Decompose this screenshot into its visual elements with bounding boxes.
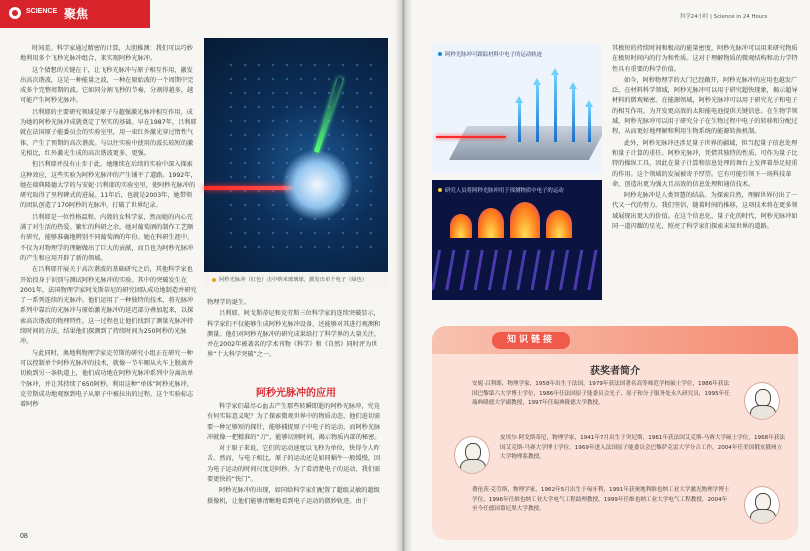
- caption-bullet-icon: [438, 52, 442, 56]
- red-pulse-beam: [436, 136, 506, 138]
- paragraph: 如今，阿秒物理学的大门已经敞开，阿秒光脉冲的应用也越发广泛。在材料科学领域，阿秒光脉冲可以用于研究超快现象，揭示超导材料的微观秘密。在能源领域，阿秒光脉冲可以用于研究光子和电子的相互作用，为开发更高效的太阳能电池提供关键信息。在生物学领域，阿秒光脉冲可以用于研究分子在生物过程中电子的转移和分配过程，从而更好地理解和利用生物系统的能源转换机制。: [612, 76, 798, 136]
- paragraph: 吕利耶的主要研究领域是原子与超强激光脉冲相互作用，成为她的阿秒光脉冲成就奠定了坚实的基础。早在1987年，吕利耶就在法国原子能委员会的实验室里，用一束红外激光穿过惰性气体，产生了预期的高次谐波。与以往实验中使用的波长较短的激光相比，红外激光生成的高次谐波更多、更强。: [20, 108, 197, 157]
- material-slab: [449, 126, 602, 160]
- bio-krausz: 费伦茨·克劳斯，物理学家，1962年5月出生于匈牙利，1991年获奥地利维也纳工业大学激光物理学博士学位，1996年任维也纳工业大学电气工程助理教授，1999年任维也纳工业大学电气工程教授，2004年至今任德国慕尼黑大学教授。: [472, 487, 730, 512]
- energy-peak: [546, 210, 572, 238]
- electron-arrow-icon: [554, 74, 557, 142]
- paragraph: 科学家们最尽心血去产生那些转瞬即逝的阿秒光脉冲，究竟有何实际意义呢？为了探索微观世界中的物质动态，他们迫切需要一种足够短的探针，能够捕捉原子中电子的运动，而阿秒光脉冲就像一把精准的“刀”，能够切割时间，揭示物质内部的秘密。: [207, 403, 381, 441]
- left-page: [0, 0, 402, 551]
- caption-bullet-icon: [212, 278, 216, 282]
- book-spine-shadow: [395, 0, 413, 551]
- energy-peak: [510, 202, 540, 238]
- electron-trajectory-illustration: [432, 44, 602, 174]
- energy-peak: [450, 214, 472, 238]
- portrait-krausz: [744, 486, 780, 524]
- electron-arrow-icon: [536, 84, 539, 142]
- portrait-body: [750, 405, 776, 420]
- illustration-caption-text: 研究人员将阿秒光脉冲用于探测物质中电子的运动: [445, 188, 564, 194]
- caption-bullet-icon: [438, 188, 442, 192]
- paragraph: 吕利耶、阿戈斯蒂尼和克劳斯三位科学家的连续突破显示，科学家们不仅能够生成阿秒光脉冲设备，还能够对其进行观测和测量。他们对阿秒光脉冲的研究成果给打了科学界的大量关注，并在2002年被著名的学术刊物《科学》和《自然》同时评为世界“十大科学突破”之一。: [207, 310, 381, 359]
- left-column-1: [20, 44, 198, 411]
- bio-agostini: 皮埃尔·阿戈斯蒂尼，物理学家，1941年7月出生于突尼斯，1961年获法国艾克斯-马赛大学硕士学位，1968年获法国艾克斯-马赛大学博士学位，1969年进入法国原子能委员会巴黎萨克雷大学分合工作，2004年任美国俄亥俄州立大学物理系教授。: [500, 435, 786, 460]
- electron-arrow-icon: [572, 88, 575, 142]
- paragraph: 这个猜想的关键在于，让飞秒光脉冲与原子相互作用，激发出高次谐波，这是一种能量之波，一种在原始波的一个周期中完成多个完整周期的波。它如同分割飞秒的节奏，分割得越多，越可能产生阿秒光脉冲。: [20, 66, 194, 105]
- knowledge-link-box: [432, 326, 798, 540]
- illustration-caption: [438, 186, 564, 194]
- section-tag-en: SCIENCE: [26, 8, 58, 15]
- energy-peak: [478, 208, 504, 238]
- section-tag-zh: 聚焦: [64, 7, 89, 21]
- knowledge-banner: [432, 326, 798, 354]
- electron-arrow-icon: [588, 106, 591, 142]
- paragraph: 阿秒光脉冲是人类智慧的结晶。为探索自然，理解世界付出了一代又一代的努力。我们坚信，随着时间的推移，这项技术将在更多领域展现出更大的价值。在这个信息化、量子化的时代，阿秒光脉冲如同一道闪耀的星光，照亮了科学家们探索未知世界的道路。: [612, 192, 798, 231]
- portrait-lhuillier: [744, 382, 780, 420]
- paragraph: 在吕利耶开展关于高次谐波的基础研究之后，其他科学家也开始投身于识别与测试阿秒光脉冲的实验。其中的突破发生在2001年，法国物理学家阿戈斯蒂尼的研究团队成功地制造并研究了一系列连续的光脉冲。他们运用了一种独特的技术，将光脉冲系列中靠后的光脉冲与原始激光脉冲的延迟部分叠加起来，以探索高次谐波的物理特性。这一过程也让他们找到了测量光脉冲持续时间的方法，结果他们探测到了持续时间为250阿秒的光脉冲。: [20, 266, 197, 346]
- paragraph: 其极短的持续时间和极高的能量密度，阿秒光脉冲可以用来研究物质在极短时间内的行为和性质。这对于理解物质的微观结构和动力学特性具有重要的科学价值。: [612, 45, 798, 73]
- portrait-body: [750, 509, 776, 524]
- electron-arrow-icon: [518, 102, 521, 142]
- right-page: [404, 0, 810, 551]
- paragraph: 与此同时，奥地利物理学家克劳斯的研究小组正在研究一种可以控制单个阿秒光脉冲的技术，就像一节车厢从火车上脱离并切换到另一条轨道上，他们成功地在阿秒光脉冲系列中分离出单个脉冲，并让其持续了650阿秒。利用这种“单体”阿秒光脉冲，克劳斯成功地观察到电子从原子中被拉出的过程。这个实验标志着阿秒: [20, 349, 194, 409]
- paragraph: 吕利耶是一位性格温和、内敛的女科学家，然而她的内心充满了对生活的热爱。繁忙的科研之余，她对葡萄酒的制作工艺颇有研究，能够准确地辨别不同葡萄酒的年份。她在科研生涯中，不仅为对物理学的理解做出了巨大的贡献，而且也为阿秒光脉冲的产生和应用开辟了新的领域。: [20, 213, 194, 262]
- paragraph: 但吕利耶并没有止步于此。她继续在后续的实验中深入探索这种效应，这些实验为阿秒光脉冲的产生铺平了道路。1992年，她在瑞典隆德大学的与安妮·吕利耶的实验室里，使阿秒光脉冲的研究取得了里程碑式的进展。11年后，也就是2003年，她带领的团队创造了170阿秒的光脉冲，打破了世界纪录。: [20, 161, 197, 210]
- attosecond-pulse-photo: [204, 38, 388, 288]
- photo-caption: [204, 272, 388, 288]
- portrait-agostini: [454, 436, 490, 474]
- section-heading: 阿秒光脉冲的应用: [256, 388, 336, 399]
- photo-caption-text: 阿秒光脉冲（红色）击中纳米玻璃球，激发出单个电子（绿色）: [219, 277, 368, 283]
- paragraph: 此外，阿秒光脉冲还涉足量子世界的疆域，担当起量子信息处理和量子计算的重任。阿秒光脉冲，凭借其独特的性质，可作为量子比特的操纵工具，因此在量子计算和信息处理的舞台上发挥着举足轻重的作用。这个领域的发展被寄予厚望。它有可能引领下一场科技革命，创造出更为强大且高效的信息处理和通信技术。: [612, 139, 798, 188]
- nano-glass-sphere: [282, 150, 352, 220]
- right-column: [612, 44, 798, 233]
- electron-probe-illustration: [432, 180, 602, 300]
- knowledge-label: 知识链接: [492, 332, 570, 349]
- paragraph: 对于原子来说，它们的运动速度以飞秒为单位，快得令人咋舌。然而，与电子相比，原子的运动还是如同蜗牛一般缓慢，因为电子运动的时间尺度是阿秒。为了看清楚电子的运动，我们需要更快的“快门”。: [207, 445, 381, 484]
- paragraph: 物理学的诞生。: [207, 299, 251, 306]
- left-column-2: [207, 298, 385, 362]
- paragraph: 阿秒光脉冲的出现，如同给科学家们配置了超级灵敏的超级摄像机，让他们能够清晰地看到电子运动的微妙轨迹。由于: [207, 487, 380, 505]
- illustration-caption-text: 阿秒光脉冲可跟踪材料中电子的运动轨迹: [445, 52, 543, 58]
- page-number: 08: [20, 533, 28, 540]
- paragraph: 时间差。科学家通过精密的计算，大胆推测：我们可以巧妙地利用多个飞秒光脉冲组合，来实现阿秒光脉冲。: [20, 45, 193, 63]
- illustration-caption: [438, 50, 542, 58]
- section-tag: [0, 0, 150, 28]
- left-column-2-bottom: [207, 402, 385, 508]
- knowledge-heading: 获奖者简介: [590, 366, 640, 377]
- wave-pattern: [432, 250, 602, 290]
- bio-lhuillier: 安妮·吕利耶，物理学家，1958年出生于法国，1979年获法国著名高等师范学校硕士学位，1986年获法国巴黎第六大学博士学位，1986年任法国原子能委员会光子、原子和分子服务处永久研究员，1995年任瑞典隆德大学副教授，1997年任瑞典隆德大学教授。: [472, 381, 730, 406]
- running-head: 科学24小时 | Science in 24 Hours: [680, 14, 768, 20]
- portrait-body: [460, 459, 486, 474]
- magazine-logo-icon: [9, 7, 21, 19]
